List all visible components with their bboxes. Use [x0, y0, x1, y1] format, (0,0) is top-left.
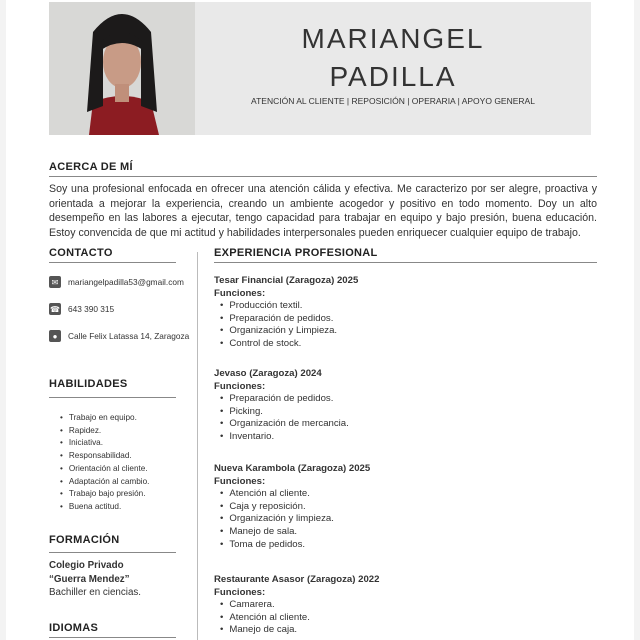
skills-rule: [49, 397, 176, 398]
phone-icon: ☎: [50, 304, 60, 314]
contact-rule: [49, 262, 176, 263]
skill-item: • Trabajo en equipo.: [60, 412, 149, 425]
job-function: • Picking.: [220, 406, 349, 419]
job-function: • Camarera.: [220, 599, 379, 612]
job-function: • Organización y limpieza.: [220, 513, 370, 526]
skill-item: • Responsabilidad.: [60, 450, 149, 463]
about-rule: [49, 176, 597, 177]
job-function: • Manejo de caja.: [220, 624, 379, 637]
skill-item: • Iniciativa.: [60, 437, 149, 450]
job-function: • Toma de pedidos.: [220, 539, 370, 552]
resume-page: [6, 0, 634, 640]
job-function: • Inventario.: [220, 431, 349, 444]
skill-item: • Trabajo bajo presión.: [60, 488, 149, 501]
job-entry: [214, 275, 358, 351]
email-text: mariangelpadilla53@gmail.com: [68, 277, 184, 287]
job-entry: [214, 368, 349, 444]
job-function: • Producción textil.: [220, 300, 358, 313]
contact-title: CONTACTO: [49, 247, 113, 259]
job-functions-label: Funciones:: [214, 380, 266, 392]
skill-item: • Buena actitud.: [60, 501, 149, 514]
job-function: • Preparación de pedidos.: [220, 393, 349, 406]
column-divider: [197, 252, 198, 640]
skill-item: • Orientación al cliente.: [60, 463, 149, 476]
job-title: Jevaso (Zaragoza) 2024: [214, 368, 322, 379]
location-icon: ●: [49, 330, 61, 342]
name-last: PADILLA: [329, 61, 457, 92]
experience-rule: [214, 262, 597, 263]
job-entry: [214, 574, 379, 637]
education-entry: [49, 559, 141, 600]
skills-title: HABILIDADES: [49, 378, 128, 390]
job-title: Nueva Karambola (Zaragoza) 2025: [214, 463, 371, 474]
name-first: MARIANGEL: [301, 23, 485, 54]
profile-photo: [49, 2, 195, 135]
contact-address: [49, 329, 189, 343]
job-functions-label: Funciones:: [214, 586, 266, 598]
languages-title: IDIOMAS: [49, 622, 99, 634]
job-function: • Manejo de sala.: [220, 526, 370, 539]
job-function: • Atención al cliente.: [220, 488, 370, 501]
job-functions-label: Funciones:: [214, 475, 266, 487]
education-rule: [49, 552, 176, 553]
skill-item: • Adaptación al cambio.: [60, 476, 149, 489]
candidate-name: [195, 20, 591, 96]
mail-icon: ✉: [49, 276, 61, 288]
skills-list: [54, 412, 149, 514]
contact-email[interactable]: [49, 275, 184, 289]
job-title: Restaurante Asasor (Zaragoza) 2022: [214, 574, 380, 585]
job-function: • Control de stock.: [220, 338, 358, 351]
education-title: FORMACIÓN: [49, 534, 120, 546]
school-name-2: “Guerra Mendez”: [49, 573, 130, 585]
job-function: • Atención al cliente.: [220, 612, 379, 625]
experience-title: EXPERIENCIA PROFESIONAL: [214, 247, 378, 259]
job-functions-label: Funciones:: [214, 287, 266, 299]
phone-text: 643 390 315: [68, 304, 115, 314]
job-function: • Organización y Limpieza.: [220, 325, 358, 338]
skill-item: • Rapidez.: [60, 425, 149, 438]
degree: Bachiller en ciencias.: [49, 587, 142, 598]
languages-rule: [49, 637, 176, 638]
job-title: Tesar Financial (Zaragoza) 2025: [214, 275, 359, 286]
address-text: Calle Felix Latassa 14, Zaragoza: [68, 331, 190, 341]
job-function: • Preparación de pedidos.: [220, 313, 358, 326]
job-titles: ATENCIÓN AL CLIENTE | REPOSICIÓN | OPERARIA | APOYO GENERAL: [251, 96, 535, 106]
about-text: Soy una profesional enfocada en ofrecer una atención cálida y efectiva. Me caracterizo por ser alegre, proactiva y orientada a mejorar la experiencia, creando un ambiente acogedor y positivo en todo momento. Doy un alto desempeño en las labores a ejecutar, tengo capacidad para trabajar en equipo y bajo presión, buena educación. Estoy convencida de que mi actitud y habilidades interpersonales pueden enriquecer cualquier equipo de trabajo.: [49, 183, 597, 239]
job-entry: [214, 463, 370, 552]
contact-phone[interactable]: [49, 302, 114, 316]
school-name: Colegio Privado: [49, 560, 124, 571]
job-function: • Organización de mercancia.: [220, 418, 349, 431]
job-function: • Caja y reposición.: [220, 501, 370, 514]
about-title: ACERCA DE MÍ: [49, 161, 133, 173]
